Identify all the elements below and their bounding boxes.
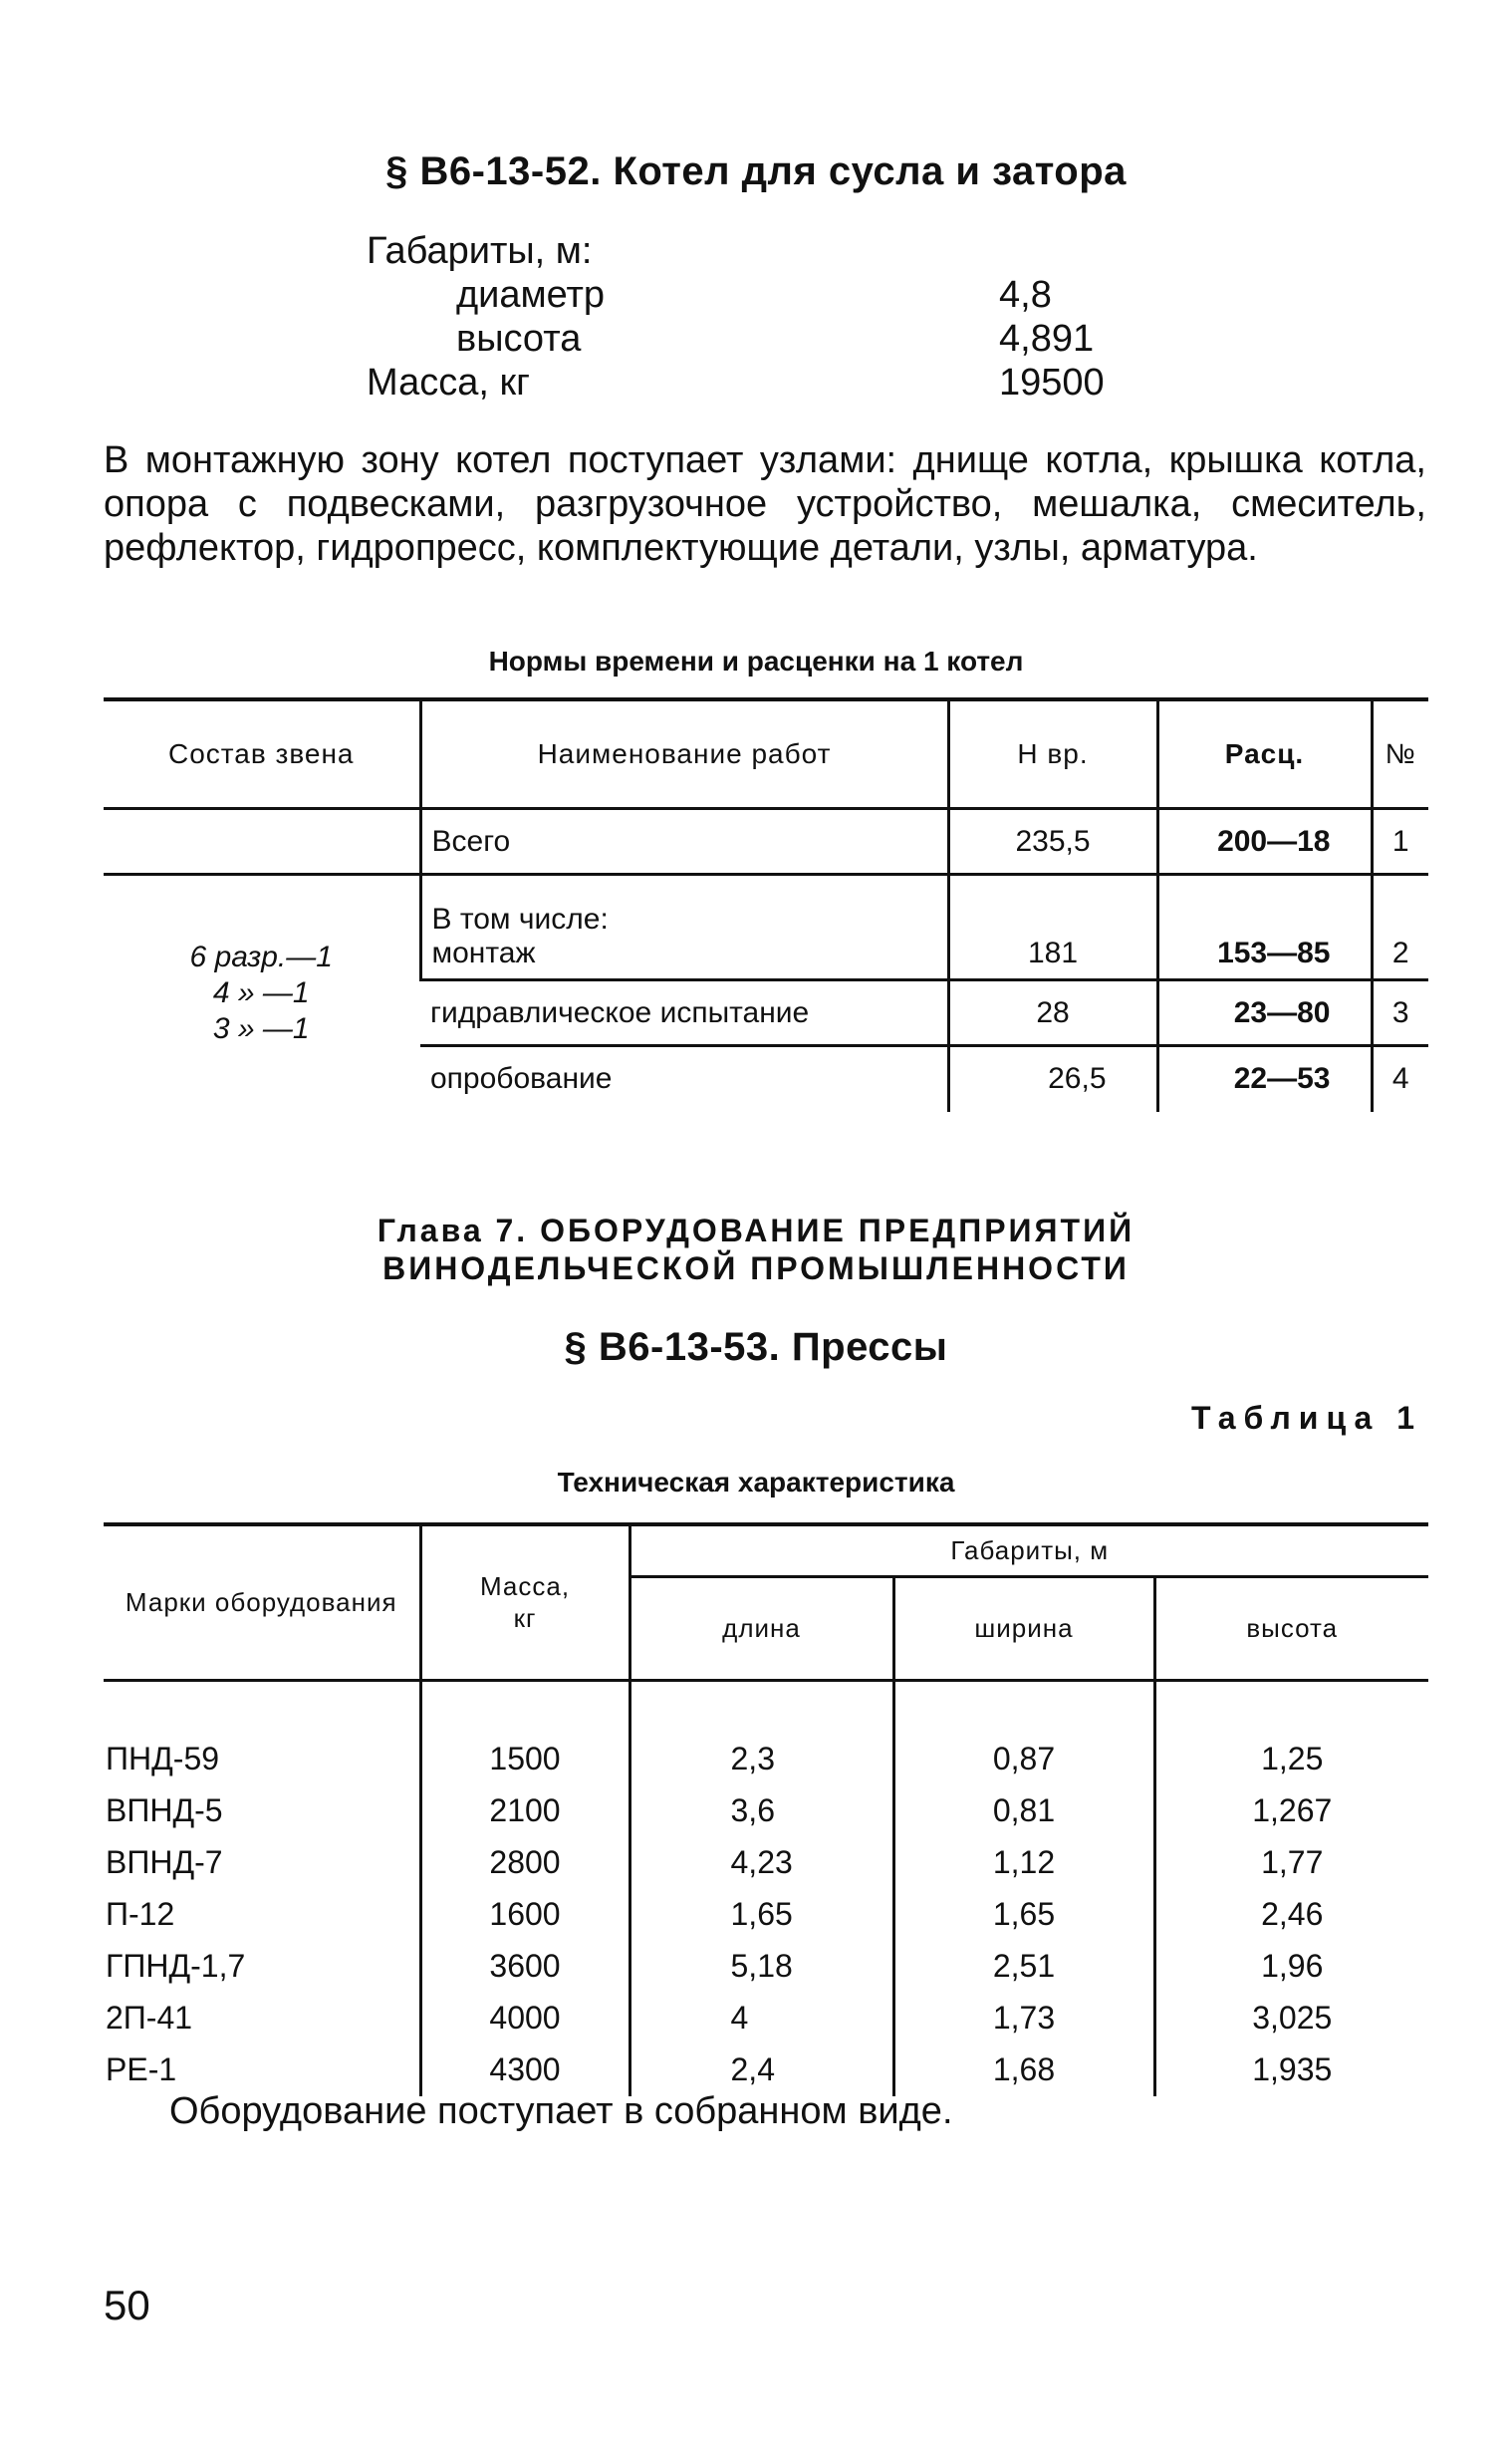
height-cell: 1,25	[1154, 1734, 1428, 1785]
height-cell: 1,77	[1154, 1837, 1428, 1889]
work-name: монтаж	[431, 937, 536, 969]
time-cell: 26,5	[948, 1046, 1157, 1112]
mass-cell: 2100	[420, 1785, 630, 1837]
length-cell: 4	[630, 1993, 893, 2044]
tech-table	[104, 1522, 1428, 2096]
table-header-row	[104, 1524, 1428, 1576]
header-mass: Масса, кг	[420, 1524, 630, 1680]
spec-label: высота	[456, 318, 582, 360]
spec-label: Масса, кг	[367, 362, 530, 404]
width-cell: 2,51	[893, 1941, 1154, 1993]
crew-line: 3 » —1	[212, 1012, 310, 1046]
height-cell: 1,935	[1154, 2044, 1428, 2096]
width-cell: 1,73	[893, 1993, 1154, 2044]
mass-cell: 4000	[420, 1993, 630, 2044]
delivery-note: Оборудование поступает в собранном виде.	[169, 2090, 953, 2132]
brand-cell: ВПНД-7	[106, 1844, 223, 1880]
table-row	[104, 1785, 1428, 1837]
spec-label: диаметр	[456, 274, 606, 316]
tech-caption: Техническая характеристика	[557, 1467, 955, 1498]
norms-table	[104, 697, 1428, 1112]
mass-cell: 4300	[420, 2044, 630, 2096]
number-cell: 4	[1372, 1046, 1428, 1112]
section-title-b6-13-53: § В6-13-53. Прессы	[564, 1325, 948, 1369]
table-row	[104, 1889, 1428, 1941]
width-cell: 0,81	[893, 1785, 1154, 1837]
time-cell: 235,5	[948, 809, 1157, 875]
brand-cell: 2П-41	[106, 2000, 193, 2036]
spec-value: 4,8	[999, 274, 1052, 316]
table-row	[104, 1837, 1428, 1889]
brand-cell: ПНД-59	[106, 1741, 220, 1776]
mass-cell: 1600	[420, 1889, 630, 1941]
crew-line: 4 » —1	[212, 976, 310, 1010]
chapter-heading	[0, 1212, 1512, 1287]
width-cell: 1,12	[893, 1837, 1154, 1889]
work-subheading: В том числе:	[431, 903, 609, 936]
mass-cell: 2800	[420, 1837, 630, 1889]
width-cell: 1,68	[893, 2044, 1154, 2096]
number-cell: 3	[1372, 980, 1428, 1046]
table-label: Таблица 1	[1190, 1400, 1422, 1436]
header-dims: Габариты, м	[630, 1524, 1428, 1576]
header-height: высота	[1154, 1576, 1428, 1680]
chapter-line: ВИНОДЕЛЬЧЕСКОЙ ПРОМЫШЛЕННОСТИ	[382, 1250, 1130, 1286]
spec-label: Габариты, м:	[367, 230, 593, 272]
brand-cell: ГПНД-1,7	[106, 1948, 246, 1984]
length-cell: 5,18	[630, 1941, 893, 1993]
work-cell: опробование	[430, 1062, 613, 1096]
page-number: 50	[104, 2282, 150, 2328]
header-width: ширина	[893, 1576, 1154, 1680]
table-row	[104, 875, 1428, 980]
work-cell: Всего	[420, 809, 948, 875]
rate-cell: 153—85	[1157, 875, 1372, 980]
length-cell: 4,23	[630, 1837, 893, 1889]
rate-cell: 200—18	[1157, 809, 1372, 875]
height-cell: 1,96	[1154, 1941, 1428, 1993]
time-cell: 28	[948, 980, 1157, 1046]
header-number: №	[1372, 699, 1428, 809]
table-header-row	[104, 699, 1428, 809]
number-cell: 1	[1372, 809, 1428, 875]
header-time: Н вр.	[948, 699, 1157, 809]
chapter-line: Глава 7. ОБОРУДОВАНИЕ ПРЕДПРИЯТИЙ	[377, 1213, 1135, 1248]
table-row	[104, 1734, 1428, 1785]
header-crew: Состав звена	[104, 699, 420, 809]
crew-line: 6 разр.—1	[189, 941, 333, 974]
brand-cell: РЕ-1	[106, 2051, 177, 2087]
table-row	[104, 1993, 1428, 2044]
height-cell: 1,267	[1154, 1785, 1428, 1837]
section-title-b6-13-52: § В6-13-52. Котел для сусла и затора	[385, 149, 1127, 193]
brand-cell: П-12	[106, 1896, 175, 1932]
width-cell: 1,65	[893, 1889, 1154, 1941]
time-cell: 181	[948, 875, 1157, 980]
spec-value: 19500	[999, 362, 1105, 404]
table-row	[104, 809, 1428, 875]
number-cell: 2	[1372, 875, 1428, 980]
brand-cell: ВПНД-5	[106, 1792, 223, 1828]
length-cell: 1,65	[630, 1889, 893, 1941]
mass-cell: 1500	[420, 1734, 630, 1785]
header-brand: Марки оборудования	[104, 1524, 420, 1680]
header-rate: Расц.	[1157, 699, 1372, 809]
header-work: Наименование работ	[420, 699, 948, 809]
length-cell: 2,4	[630, 2044, 893, 2096]
work-cell: гидравлическое испытание	[420, 980, 948, 1046]
height-cell: 2,46	[1154, 1889, 1428, 1941]
header-length: длина	[630, 1576, 893, 1680]
table-row	[104, 2044, 1428, 2096]
width-cell: 0,87	[893, 1734, 1154, 1785]
work-cell	[420, 875, 948, 980]
mass-cell: 3600	[420, 1941, 630, 1993]
crew-cell	[104, 875, 420, 1112]
height-cell: 3,025	[1154, 1993, 1428, 2044]
table-row	[104, 1941, 1428, 1993]
rate-cell: 23—80	[1157, 980, 1372, 1046]
intro-paragraph: В монтажную зону котел поступает узлами: днище котла, крышка котла, опора с подвесками, разгрузочное устройство, мешалка, смеситель, рефлектор, гидропресс, комплектующие детали, узлы, арматура.	[104, 439, 1426, 569]
length-cell: 3,6	[630, 1785, 893, 1837]
norms-caption: Нормы времени и расценки на 1 котел	[488, 646, 1024, 677]
length-cell: 2,3	[630, 1734, 893, 1785]
rate-cell: 22—53	[1157, 1046, 1372, 1112]
spec-value: 4,891	[999, 318, 1095, 360]
